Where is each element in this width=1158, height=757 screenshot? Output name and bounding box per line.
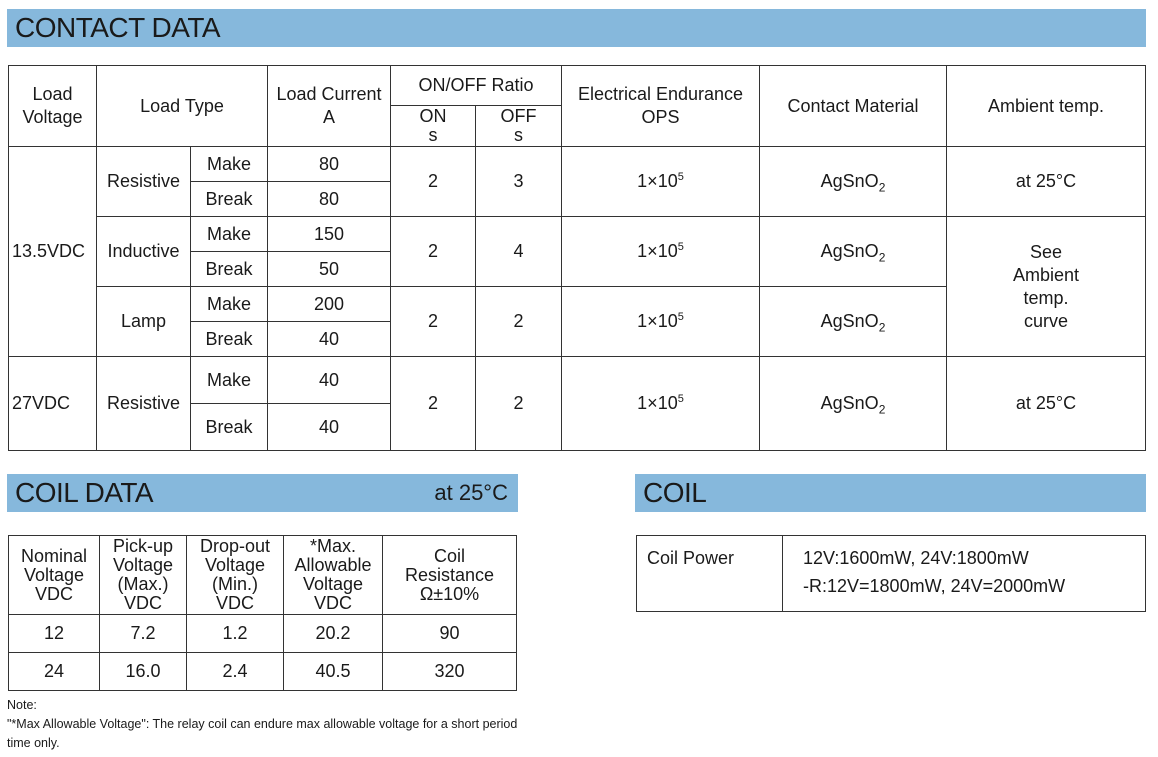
table-row <box>9 653 517 691</box>
coil-data-header <box>7 474 518 512</box>
note-title: Note: <box>7 698 37 712</box>
ambient-curve-text: See Ambient temp. curve <box>1012 241 1080 331</box>
contact-data-header <box>7 9 1146 47</box>
load-type-cell: Lamp <box>97 287 191 357</box>
load-current-cell: 40 <box>268 322 391 357</box>
header-endurance <box>562 66 760 147</box>
break-label: Break <box>191 182 268 217</box>
break-label: Break <box>191 322 268 357</box>
header-off-label: OFF <box>500 106 537 126</box>
material-base: AgSnO <box>820 171 879 191</box>
endurance-cell <box>562 287 760 357</box>
header-off-unit: s <box>514 125 523 145</box>
endurance-exponent: 5 <box>677 311 684 323</box>
load-type-cell: Inductive <box>97 217 191 287</box>
header-dropout-voltage-text: Drop-out Voltage (Min.) VDC <box>199 536 271 613</box>
break-label: Break <box>191 404 268 451</box>
make-label: Make <box>191 217 268 252</box>
header-load-current-label: Load Current <box>276 84 382 104</box>
load-current-cell: 40 <box>268 357 391 404</box>
dropout-cell: 2.4 <box>187 653 284 691</box>
pickup-cell: 7.2 <box>100 615 187 653</box>
material-subscript: 2 <box>878 402 886 417</box>
header-dropout-voltage <box>187 536 284 615</box>
header-ambient-temp: Ambient temp. <box>947 66 1146 147</box>
material-cell <box>760 287 947 357</box>
header-load-voltage: Load Voltage <box>9 66 97 147</box>
header-coil-resistance-text: Coil Resistance Ω±10% <box>404 545 495 604</box>
load-type-cell: Resistive <box>97 357 191 451</box>
ambient-cell: at 25°C <box>947 147 1146 217</box>
resistance-cell: 320 <box>383 653 517 691</box>
make-label: Make <box>191 357 268 404</box>
resistance-cell: 90 <box>383 615 517 653</box>
header-endurance-label: Electrical Endurance <box>577 84 744 104</box>
endurance-exponent: 5 <box>677 171 684 183</box>
table-row <box>9 147 1146 182</box>
nominal-cell: 12 <box>9 615 100 653</box>
endurance-cell <box>562 217 760 287</box>
load-current-cell: 40 <box>268 404 391 451</box>
header-contact-material: Contact Material <box>760 66 947 147</box>
coil-data-condition: at 25°C <box>434 480 508 505</box>
contact-data-table <box>8 65 1146 451</box>
table-row <box>637 536 1146 612</box>
load-current-cell: 200 <box>268 287 391 322</box>
header-off <box>476 106 562 147</box>
header-on <box>391 106 476 147</box>
make-label: Make <box>191 287 268 322</box>
off-cell: 3 <box>476 147 562 217</box>
note-text: "*Max Allowable Voltage": The relay coil can endure max allowable voltage for a short period time only. <box>7 717 518 750</box>
contact-data-title: CONTACT DATA <box>15 12 221 43</box>
nominal-cell: 24 <box>9 653 100 691</box>
break-label: Break <box>191 252 268 287</box>
header-max-allowable-voltage <box>284 536 383 615</box>
on-cell: 2 <box>391 147 476 217</box>
header-on-unit: s <box>428 125 438 145</box>
endurance-cell <box>562 357 760 451</box>
material-cell <box>760 357 947 451</box>
ambient-cell: at 25°C <box>947 357 1146 451</box>
endurance-base: 1×10 <box>637 393 678 413</box>
table-row <box>9 615 517 653</box>
endurance-base: 1×10 <box>637 311 678 331</box>
material-subscript: 2 <box>878 250 886 265</box>
voltage-cell: 13.5VDC <box>9 147 97 357</box>
endurance-base: 1×10 <box>637 171 678 191</box>
endurance-base: 1×10 <box>637 241 678 261</box>
coil-power-line1: 12V:1600mW, 24V:1800mW <box>803 548 1029 568</box>
coil-table <box>636 535 1146 612</box>
header-nominal-voltage-text: Nominal Voltage VDC <box>20 545 88 604</box>
ambient-cell <box>947 217 1146 357</box>
coil-title: COIL <box>643 477 707 508</box>
table-row <box>9 217 1146 252</box>
coil-power-label: Coil Power <box>637 536 783 612</box>
header-load-type: Load Type <box>97 66 268 147</box>
header-max-allowable-voltage-text: *Max. Allowable Voltage VDC <box>294 536 372 613</box>
endurance-exponent: 5 <box>677 393 684 405</box>
load-type-cell: Resistive <box>97 147 191 217</box>
endurance-cell <box>562 147 760 217</box>
header-load-current <box>268 66 391 147</box>
voltage-cell: 27VDC <box>9 357 97 451</box>
header-on-label: ON <box>419 106 447 126</box>
material-base: AgSnO <box>820 393 879 413</box>
load-current-cell: 150 <box>268 217 391 252</box>
note <box>7 696 527 753</box>
load-current-cell: 80 <box>268 182 391 217</box>
on-cell: 2 <box>391 357 476 451</box>
material-subscript: 2 <box>878 180 886 195</box>
on-cell: 2 <box>391 217 476 287</box>
coil-data-table <box>8 535 517 691</box>
header-coil-resistance <box>383 536 517 615</box>
material-subscript: 2 <box>878 320 886 335</box>
material-base: AgSnO <box>820 241 879 261</box>
material-cell <box>760 147 947 217</box>
header-nominal-voltage <box>9 536 100 615</box>
header-pickup-voltage <box>100 536 187 615</box>
coil-power-line2: -R:12V=1800mW, 24V=2000mW <box>803 576 1066 596</box>
on-cell: 2 <box>391 287 476 357</box>
load-current-cell: 80 <box>268 147 391 182</box>
coil-data-title: COIL DATA <box>15 477 154 508</box>
material-cell <box>760 217 947 287</box>
off-cell: 4 <box>476 217 562 287</box>
header-load-current-unit: A <box>322 107 335 127</box>
max-allowable-cell: 20.2 <box>284 615 383 653</box>
pickup-cell: 16.0 <box>100 653 187 691</box>
coil-power-value <box>783 536 1146 612</box>
header-on-off-ratio: ON/OFF Ratio <box>391 66 562 106</box>
header-pickup-voltage-text: Pick-up Voltage (Max.) VDC <box>112 536 174 613</box>
make-label: Make <box>191 147 268 182</box>
header-endurance-unit: OPS <box>641 107 680 127</box>
off-cell: 2 <box>476 357 562 451</box>
max-allowable-cell: 40.5 <box>284 653 383 691</box>
endurance-exponent: 5 <box>677 241 684 253</box>
off-cell: 2 <box>476 287 562 357</box>
material-base: AgSnO <box>820 311 879 331</box>
load-current-cell: 50 <box>268 252 391 287</box>
table-row <box>9 357 1146 404</box>
dropout-cell: 1.2 <box>187 615 284 653</box>
coil-header <box>635 474 1146 512</box>
